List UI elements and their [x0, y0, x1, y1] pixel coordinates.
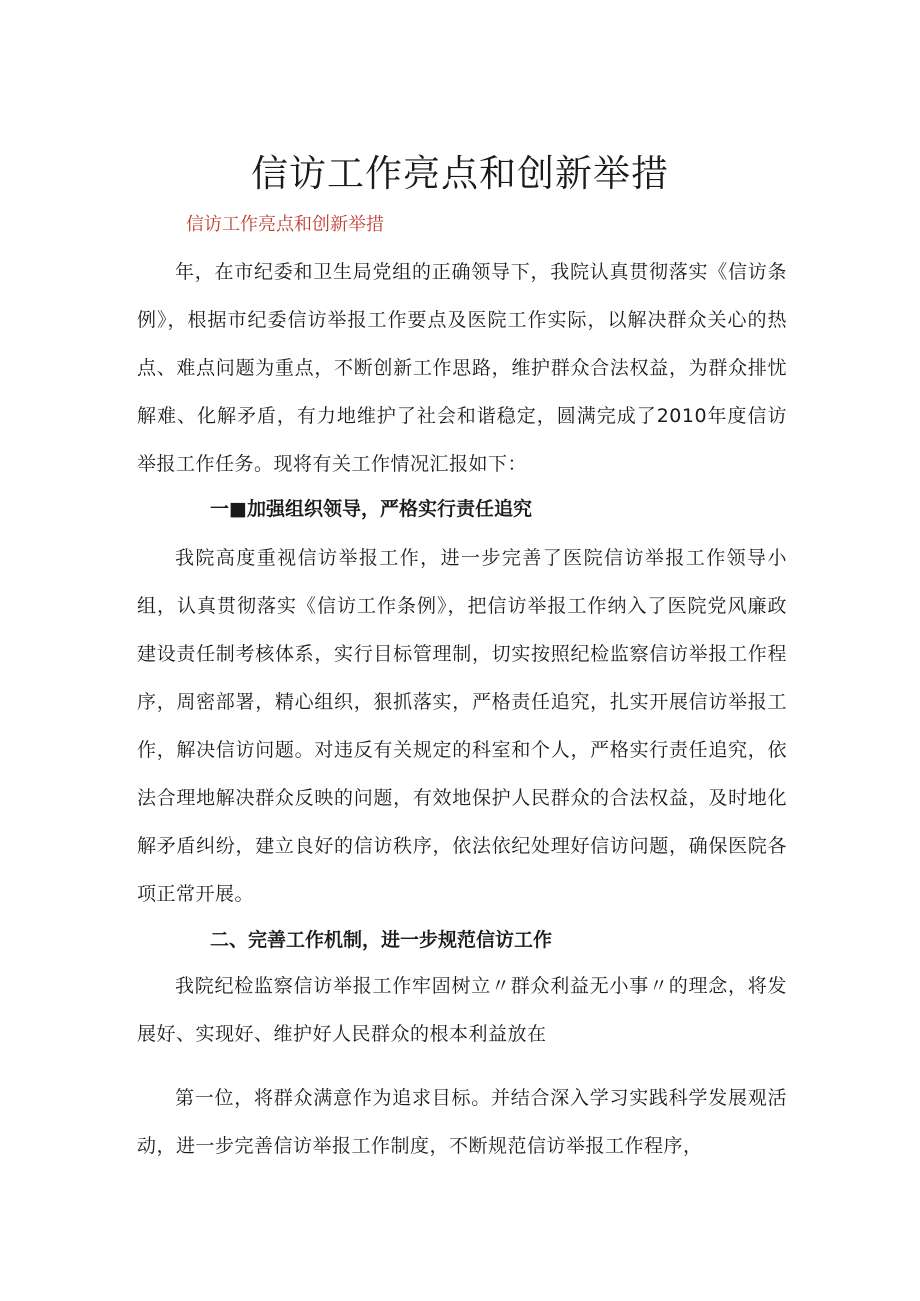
section-2-paragraph-a: 我院纪检监察信访举报工作牢固树立〃群众利益无小事〃的理念，将发展好、实现好、维护好人民群众的根本利益放在 [137, 975, 787, 1045]
section-2-paragraph-b: 第一位，将群众满意作为追求目标。并结合深入学习实践科学发展观活动，进一步完善信访举报工作制度，不断规范信访举报工作程序， [137, 1087, 787, 1157]
section-heading-2: 二、完善工作机制，进一步规范信访工作 [210, 929, 553, 951]
section-heading-1: 一■加强组织领导，严格实行责任追究 [210, 498, 532, 520]
document-subtitle: 信访工作亮点和创新举措 [186, 214, 384, 235]
intro-paragraph: 年，在市纪委和卫生局党组的正确领导下，我院认真贯彻落实《信访条例》，根据市纪委信访举报工作要点及医院工作实际，以解决群众关心的热点、难点问题为重点，不断创新工作思路，维护群众合法权益，为群众排忧解难、化解矛盾，有力地维护了社会和谐稳定，圆满完成了2010年度信访举报工作任务。现将有关工作情况汇报如下： [137, 261, 787, 475]
section-1-paragraph: 我院高度重视信访举报工作，进一步完善了医院信访举报工作领导小组，认真贯彻落实《信访工作条例》，把信访举报工作纳入了医院党风廉政建设责任制考核体系，实行目标管理制，切实按照纪检监察信访举报工作程序，周密部署，精心组织，狠抓落实，严格责任追究，扎实开展信访举报工作，解决信访问题。对违反有关规定的科室和个人，严格实行责任追究，依法合理地解决群众反映的问题，有效地保护人民群众的合法权益，及时地化解矛盾纠纷，建立良好的信访秩序，依法依纪处理好信访问题，确保医院各项正常开展。 [137, 547, 787, 905]
document-title: 信访工作亮点和创新举措 [251, 152, 669, 195]
